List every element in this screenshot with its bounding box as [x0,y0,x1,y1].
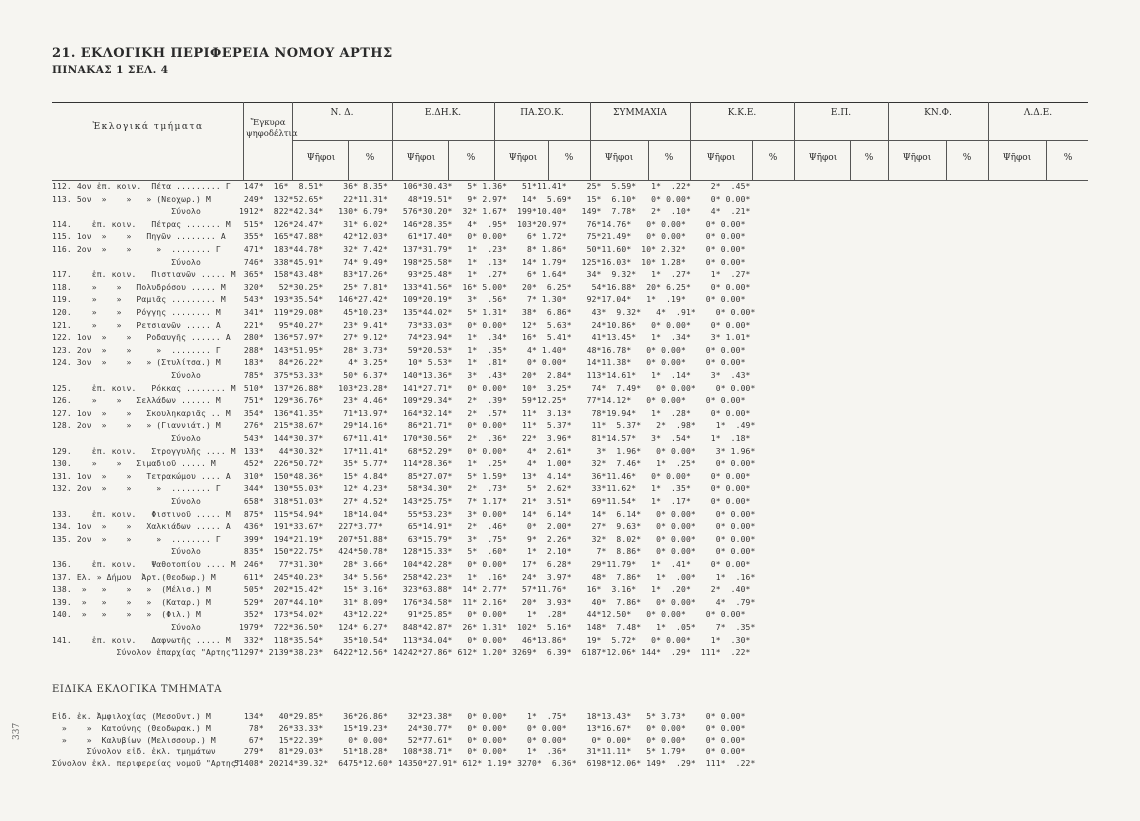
row-label: 136. ἐπ. κοιν. Ψαθοτοπίου .... Μ [52,560,236,569]
row-label: Σύνολο [52,623,201,632]
row-values: 11297* 2139*38.23* 6422*12.56* 14242*27.86* 612* 1.20* 3269* 6.39* 6187*12.06* 144* .29* 111* .22* [234,648,751,658]
row-values: 875* 115*54.94* 18*14.04* 55*53.23* 3* 0.00* 14* 6.14* 14* 6.14* 0* 0.00* 0* 0.00* [234,509,756,519]
row-label: 120. » » Ρόγγης ........ Μ [52,308,221,317]
row-label: » » Καλυβίων (Μελισσουρ.) Μ [52,735,216,745]
row-values: 515* 126*24.47* 31* 6.02* 146*28.35* 4* .95* 103*20.97* 76*14.76* 0* 0.00* 0* 0.00* [234,219,746,229]
row-values: 320* 52*30.25* 25* 7.81* 133*41.56* 16* 5.00* 20* 6.25* 54*16.88* 20* 6.25* 0* 0.00* [234,282,751,292]
document-title: 21. ΕΚΛΟΓΙΚΗ ΠΕΡΙΦΕΡΕΙΑ ΝΟΜΟΥ ΑΡΤΗΣ [52,46,393,61]
subheader-pct: % [466,153,476,163]
row-label: Σύνολο [52,434,201,443]
party-nd: Ν. Δ. [330,108,354,118]
row-label: 141. ἐπ. κοιν. Δαφνωτῆς ..... Μ [52,635,231,645]
row-label: Σύνολον ἐπαρχίας "Αρτης" [52,648,236,658]
subheader-pct: % [564,153,574,163]
special-sections-heading: ΕΙΔΙΚΑ ΕΚΛΟΓΙΚΑ ΤΜΗΜΑΤΑ [52,684,223,695]
row-label: 113. 5ον » » » (Νεοχωρ.) Μ [52,194,211,204]
row-label: 131. 1ον » » Τετρακώμου .... Α [52,471,231,481]
row-label: 135. 2ον » » » ........ Γ [52,534,221,544]
subheader-votes: Ψῆφοι [508,153,538,163]
party-lde: Λ.Δ.Ε. [1023,108,1053,118]
party-ep: Ε.Π. [830,108,852,118]
row-label: 133. ἐπ. κοιν. Φιστινοῦ ..... Μ [52,509,231,519]
row-label: Σύνολο [52,257,201,267]
row-label: 128. 2ον » » » (Γιαννιάτ.) Μ [52,421,221,431]
row-label: Σύνολο [52,207,201,217]
row-values: 246* 77*31.30* 28* 3.66* 104*42.28* 0* 0.00* 17* 6.28* 29*11.79* 1* .41* 0* 0.00* [234,560,751,569]
row-values: 436* 191*33.67* 227*3.77* 65*14.91* 2* .46* 0* 2.00* 27* 9.63* 0* 0.00* 0* 0.00* [234,522,756,532]
subheader-pct: % [962,153,972,163]
subheader-votes: Ψῆφοι [706,153,736,163]
row-values: 280* 136*57.97* 27* 9.12* 74*23.94* 1* .34* 16* 5.41* 41*13.45* 1* .34* 3* 1.01* [234,333,751,343]
subheader-pct: % [664,153,674,163]
row-label: Σύνολον εἰδ. ἐκλ. τμημάτων [52,747,216,757]
subheader-pct: % [365,153,375,163]
row-label: 114. ἐπ. κοιν. Πέτρας ....... Μ [52,219,231,229]
row-values: 354* 136*41.35* 71*13.97* 164*32.14* 2* .57* 11* 3.13* 78*19.94* 1* .28* 0* 0.00* [234,408,751,418]
row-label: Σύνολο [52,371,201,380]
row-label: 116. 2ον » » » ........ Γ [52,245,221,254]
row-values: 310* 150*48.36* 15* 4.84* 85*27.07* 5* 1.59* 13* 4.14* 36*11.46* 0* 0.00* 0* 0.00* [234,471,751,481]
row-values: 133* 44*30.32* 17*11.41* 68*52.29* 0* 0.00* 4* 2.61* 3* 1.96* 0* 0.00* 3* 1.96* [234,446,756,456]
page-number: 337 [12,722,22,740]
row-values: 785* 375*53.33* 50* 6.37* 140*13.36* 3* .43* 20* 2.84* 113*14.61* 1* .14* 3* .43* [234,371,751,380]
row-label: 121. » » Ρετσιανῶν ..... Α [52,320,221,330]
row-values: 835* 150*22.75* 424*50.78* 128*15.33* 5* .60* 1* 2.10* 7* 8.86* 0* 0.00* 0* 0.00* [234,547,756,557]
row-values: 249* 132*52.65* 22*11.31* 48*19.51* 9* 2.97* 14* 5.69* 15* 6.10* 0* 0.00* 0* 0.00* [234,194,751,204]
row-values: 505* 202*15.42* 15* 3.16* 323*63.88* 14* 2.77* 57*11.76* 16* 3.16* 1* .20* 2* .40* [234,585,751,595]
subheader-votes: Ψῆφοι [902,153,932,163]
party-edik: Ε.ΔΗ.Κ. [424,108,462,118]
row-values: 344* 130*55.03* 12* 4.23* 58*34.30* 2* .73* 5* 2.62* 33*11.62* 1* .35* 0* 0.00* [234,484,751,494]
row-values: 183* 84*26.22* 4* 3.25* 10* 5.53* 1* .81* 0* 0.00* 14*11.38* 0* 0.00* 0* 0.00* [234,358,746,368]
row-values: 471* 183*44.78* 32* 7.42* 137*31.79* 1* .23* 8* 1.86* 50*11.60* 10* 2.32* 0* 0.00* [234,245,746,254]
row-values: 611* 245*40.23* 34* 5.56* 258*42.23* 1* .16* 24* 3.97* 48* 7.86* 1* .00* 1* .16* [234,572,756,582]
row-values: 279* 81*29.03* 51*18.28* 108*38.71* 0* 0.00* 1* .36* 31*11.11* 5* 1.79* 0* 0.00* [234,747,746,757]
row-values: 452* 226*50.72* 35* 5.77* 114*28.36* 1* .25* 4* 1.00* 32* 7.46* 1* .25* 0* 0.00* [234,459,756,469]
row-values: 365* 158*43.48* 83*17.26* 93*25.48* 1* .27* 6* 1.64* 34* 9.32* 1* .27* 1* .27* [234,270,751,280]
row-values: 746* 338*45.91* 74* 9.49* 198*25.58* 1* .13* 14* 1.79* 125*16.03* 10* 1.28* 0* 0.00* [234,257,746,267]
row-values: 221* 95*40.27* 23* 9.41* 73*33.03* 0* 0.00* 12* 5.63* 24*10.86* 0* 0.00* 0* 0.00* [234,320,751,330]
subheader-votes: Ψῆφοι [406,153,436,163]
row-label: 112. 4ον ἐπ. κοιν. Πέτα ......... Γ [52,182,231,191]
row-label: 126. » » Σελλάδων ...... Μ [52,396,221,406]
row-label: 138. » » » » (Μέλισ.) Μ [52,585,211,595]
row-label: 127. 1ον » » Σκουληκαριᾶς .. Μ [52,408,231,418]
row-values: 51408* 20214*39.32* 6475*12.60* 14350*27.91* 612* 1.19* 3270* 6.36* 6198*12.06* 149* .29* 111* .22* [234,759,756,769]
row-label: 118. » » Πολυδρόσου ..... Μ [52,282,226,292]
row-label: 132. 2ον » » » ........ Γ [52,484,221,494]
row-values: 78* 26*33.33* 15*19.23* 24*30.77* 0* 0.00* 0* 0.00* 13*16.67* 0* 0.00* 0* 0.00* [234,723,746,733]
row-values: 658* 318*51.03* 27* 4.52* 143*25.75* 7* 1.17* 21* 3.51* 69*11.54* 1* .17* 0* 0.00* [234,497,751,506]
row-label: 130. » » Σιμαδιοῦ ..... Μ [52,459,216,469]
row-label: Σύνολον ἐκλ. περιφερείας νομοῦ "Αρτης" [52,759,241,769]
row-label: 139. » » » » (Καταρ.) Μ [52,597,211,607]
row-values: 288* 143*51.95* 28* 3.73* 59*20.53* 1* .35* 4* 1.40* 48*16.78* 0* 0.00* 0* 0.00* [234,345,746,355]
row-values: 529* 207*44.10* 31* 8.09* 176*34.58* 11* 2.16* 20* 3.93* 40* 7.86* 0* 0.00* 4* .79* [234,597,756,607]
row-values: 543* 193*35.54* 146*27.42* 109*20.19* 3* .56* 7* 1.30* 92*17.04* 1* .19* 0* 0.00* [234,295,746,305]
row-values: 341* 119*29.08* 45*10.23* 135*44.02* 5* 1.31* 38* 6.86* 43* 9.32* 4* .91* 0* 0.00* [234,308,756,317]
row-label: 122. 1ον » » Ροδαυγῆς ...... Α [52,333,231,343]
row-values: 332* 118*35.54* 35*10.54* 113*34.04* 0* 0.00* 46*13.86* 19* 5.72* 0* 0.00* 1* .30* [234,635,751,645]
header-valid-ballots: Ἔγκυρα ψηφοδέλτια [246,118,298,139]
row-values: 355* 165*47.88* 42*12.03* 61*17.40* 0* 0.00* 6* 1.72* 75*21.49* 0* 0.00* 0* 0.00* [234,232,746,242]
subheader-pct: % [864,153,874,163]
row-label: 117. ἐπ. κοιν. Πιστιανῶν ..... Μ [52,270,236,280]
row-values: 147* 16* 8.51* 36* 8.35* 106*30.43* 5* 1.36* 51*11.41* 25* 5.59* 1* .22* 2* .45* [234,182,751,191]
party-pasok: ΠΑ.ΣΟ.Κ. [520,108,564,118]
row-label: 125. ἐπ. κοιν. Ρόκκας ........ Μ [52,383,236,393]
row-label: 115. 1ον » » Πηγῶν ........ Α [52,232,226,242]
party-kke: Κ.Κ.Ε. [727,108,757,118]
row-label: 137. Ελ. » Δήμου Ἀρτ.(Θεοδωρ.) Μ [52,572,216,582]
subheader-votes: Ψῆφοι [604,153,634,163]
row-values: 543* 144*30.37* 67*11.41* 170*30.56* 2* .36* 22* 3.96* 81*14.57* 3* .54* 1* .18* [234,434,751,443]
subheader-votes: Ψῆφοι [1002,153,1032,163]
row-label: Σύνολο [52,497,201,506]
subheader-votes: Ψῆφοι [808,153,838,163]
document-subtitle: ΠΙΝΑΚΑΣ 1 ΣΕΛ. 4 [52,64,169,76]
subheader-pct: % [768,153,778,163]
row-label: 140. » » » » (Φιλ.) Μ [52,610,201,620]
header-sections: Ἐκλογικά τμήματα [92,122,204,132]
row-label: 119. » » Ραμιᾶς ......... Μ [52,295,226,305]
row-values: 352* 173*54.02* 43*12.22* 91*25.85* 0* 0.00* 1* .28* 44*12.50* 0* 0.00* 0* 0.00* [234,610,746,620]
subheader-pct: % [1063,153,1073,163]
row-label: » » Κατούνης (Θεοδωρακ.) Μ [52,723,211,733]
row-values: 276* 215*38.67* 29*14.16* 86*21.71* 0* 0.00* 11* 5.37* 11* 5.37* 2* .98* 1* .49* [234,421,756,431]
party-symmaxia: ΣΥΜΜΑΧΙΑ [613,108,667,118]
row-label: Σύνολο [52,547,201,557]
row-values: 751* 129*36.76* 23* 4.46* 109*29.34* 2* .39* 59*12.25* 77*14.12* 0* 0.00* 0* 0.00* [234,396,746,406]
row-label: 123. 2ον » » » ........ Γ [52,345,221,355]
row-label: 129. ἐπ. κοιν. Στρογγυλῆς .... Μ [52,446,236,456]
row-values: 134* 40*29.85* 36*26.86* 32*23.38* 0* 0.00* 1* .75* 18*13.43* 5* 3.73* 0* 0.00* [234,712,746,721]
row-values: 399* 194*21.19* 207*51.88* 63*15.79* 3* .75* 9* 2.26* 32* 8.02* 0* 0.00* 0* 0.00* [234,534,756,544]
row-label: Εἰδ. ἐκ. Ἀμφιλοχίας (Μεσοῦντ.) Μ [52,712,211,721]
row-label: 134. 1ον » » Χαλκιάδων ..... Α [52,522,231,532]
party-knf: ΚΝ.Φ. [924,108,952,118]
row-values: 510* 137*26.88* 103*23.28* 141*27.71* 0* 0.00* 10* 3.25* 74* 7.49* 0* 0.00* 0* 0.00* [234,383,756,393]
row-values: 1979* 722*36.50* 124* 6.27* 848*42.87* 26* 1.31* 102* 5.16* 148* 7.48* 1* .05* 7* .35* [234,623,756,632]
subheader-votes: Ψῆφοι [306,153,336,163]
row-values: 67* 15*22.39* 0* 0.00* 52*77.61* 0* 0.00* 0* 0.00* 0* 0.00* 0* 0.00* 0* 0.00* [234,735,746,745]
row-label: 124. 3ον » » » (Στυλίτσα.) Μ [52,358,221,368]
table-top-rule [52,102,1088,103]
row-values: 1912* 822*42.34* 130* 6.79* 576*30.20* 32* 1.67* 199*10.40* 149* 7.78* 2* .10* 4* .21* [234,207,751,217]
